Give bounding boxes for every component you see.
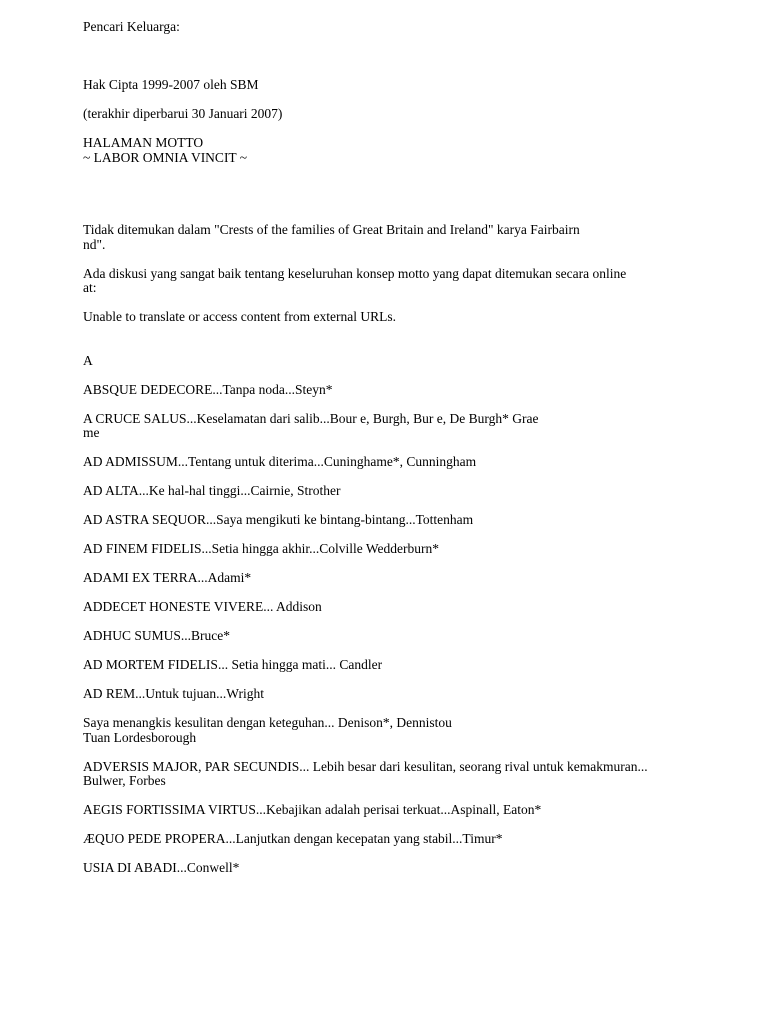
text-line: Hak Cipta 1999-2007 oleh SBM — [83, 77, 259, 92]
blank-line — [83, 470, 643, 485]
text-line: HALAMAN MOTTO — [83, 135, 204, 150]
blank-line — [83, 557, 643, 572]
text-line: nd". — [83, 236, 106, 252]
text-line: Unable to translate or access content from external URLs. — [83, 309, 397, 324]
blank-line — [83, 702, 643, 717]
text-line: AEGIS FORTISSIMA VIRTUS...Kebajikan adalah perisai terkuat...Aspinall, Eaton* — [83, 802, 542, 817]
blank-line — [83, 586, 643, 601]
text-line — [83, 165, 643, 180]
text-line: Ada diskusi yang sangat baik tentang keseluruhan konsep motto yang dapat ditemukan secara online — [83, 265, 627, 281]
text-line: AD FINEM FIDELIS...Setia hingga akhir...Colville Wedderburn* — [83, 541, 439, 556]
blank-line — [83, 789, 643, 804]
blank-line — [83, 397, 643, 412]
text-line: (terakhir diperbarui 30 Januari 2007) — [83, 106, 283, 121]
blank-line — [83, 615, 643, 630]
blank-line — [83, 122, 643, 137]
blank-line — [83, 499, 643, 514]
blank-line — [83, 252, 643, 267]
blank-line — [83, 528, 643, 543]
document-body — [83, 19, 648, 876]
blank-line — [83, 180, 643, 195]
text-line: Pencari Keluarga: — [83, 19, 180, 34]
text-line: AD ASTRA SEQUOR...Saya mengikuti ke bintang-bintang...Tottenham — [83, 512, 474, 527]
blank-line — [83, 339, 643, 354]
blank-line — [83, 296, 643, 311]
text-line: ABSQUE DEDECORE...Tanpa noda...Steyn* — [83, 381, 333, 397]
text-line: AD ALTA...Ke hal-hal tinggi...Cairnie, Strother — [83, 483, 341, 498]
text-line: ÆQUO PEDE PROPERA...Lanjutkan dengan kecepatan yang stabil...Timur* — [83, 831, 503, 846]
blank-line — [83, 325, 643, 340]
text-line: USIA DI ABADI...Conwell* — [83, 860, 243, 875]
text-line: Bulwer, Forbes — [83, 773, 166, 788]
text-line: me — [83, 425, 103, 440]
text-line: Saya menangkis kesulitan dengan keteguhan... Denison*, Dennistou — [83, 715, 452, 730]
blank-line — [83, 49, 643, 64]
blank-line — [83, 818, 643, 833]
text-line: ADVERSIS MAJOR, PAR SECUNDIS... Lebih besar dari kesulitan, seorang rival untuk kemakmuran... — [83, 758, 648, 774]
blank-line — [83, 644, 643, 659]
blank-line — [83, 745, 643, 760]
text-line: at: — [83, 280, 100, 295]
blank-line — [83, 209, 643, 224]
text-line: A CRUCE SALUS...Keselamatan dari salib...Bour e, Burgh, Bur e, De Burgh* Grae — [83, 410, 539, 426]
blank-line — [83, 194, 643, 209]
blank-line — [83, 64, 643, 79]
text-line: A — [83, 352, 96, 368]
blank-line — [83, 93, 643, 108]
text-line: ADAMI EX TERRA...Adami* — [83, 570, 255, 585]
text-line: Tuan Lordesborough — [83, 729, 197, 745]
text-line: ADDECET HONESTE VIVERE... Addison — [83, 599, 322, 614]
blank-line — [83, 673, 643, 688]
text-line: ADHUC SUMUS...Bruce* — [83, 628, 234, 643]
blank-line — [83, 35, 643, 50]
blank-line — [83, 368, 643, 383]
blank-line — [83, 847, 643, 862]
text-line: AD ADMISSUM...Tentang untuk diterima...Cuninghame*, Cunningham — [83, 454, 477, 469]
text-line: AD MORTEM FIDELIS... Setia hingga mati... Candler — [83, 657, 383, 672]
blank-line — [83, 441, 643, 456]
text-line: AD REM...Untuk tujuan...Wright — [83, 686, 268, 701]
text-line: Tidak ditemukan dalam "Crests of the families of Great Britain and Ireland" karya Fairbairn — [83, 222, 580, 237]
text-line: ~ LABOR OMNIA VINCIT ~ — [83, 149, 251, 165]
